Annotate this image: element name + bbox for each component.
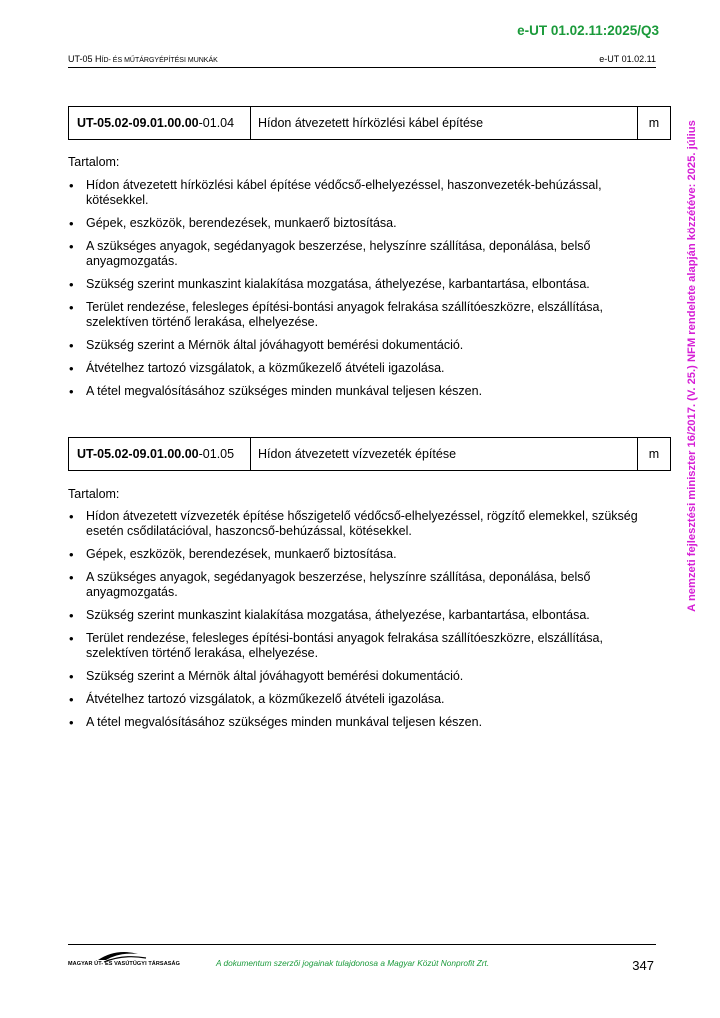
list-item: • Hídon átvezetett vízvezeték építése hőszigetelő védőcső-elhelyezéssel, rögzítő elemekkel, szükség esetén csődilatációval, haszoncső-behúzással, kötésekkel. xyxy=(68,509,648,539)
content-label: Tartalom: xyxy=(68,487,120,501)
running-header xyxy=(68,54,656,68)
list-item: • A szükséges anyagok, segédanyagok beszerzése, helyszínre szállítása, deponálása, belső anyagmozgatás. xyxy=(68,570,648,600)
list-item: • Átvételhez tartozó vizsgálatok, a közműkezelő átvételi igazolása. xyxy=(68,692,648,707)
list-item: • Szükség szerint a Mérnök által jóváhagyott bemérési dokumentáció. xyxy=(68,669,648,684)
header-doc-id: e-UT 01.02.11 xyxy=(599,54,656,64)
content-label: Tartalom: xyxy=(68,155,120,169)
footer-divider xyxy=(68,944,656,945)
item-title: Hídon átvezetett hírközlési kábel építése xyxy=(251,107,638,139)
item-code: UT-05.02-09.01.00.00 -01.04 xyxy=(69,107,251,139)
page-number: 347 xyxy=(632,958,654,973)
list-item: • Terület rendezése, felesleges építési-bontási anyagok felrakása szállítóeszközre, elszállítása, szelektíven történő lerakása, elhelyezése. xyxy=(68,631,648,661)
content-list xyxy=(68,178,648,407)
item-code: UT-05.02-09.01.00.00 -01.05 xyxy=(69,438,251,470)
item-unit: m xyxy=(648,116,660,130)
chapter-title: UT-05 HÍD- ÉS MŰTÁRGYÉPÍTÉSI MUNKÁK xyxy=(68,54,218,64)
item-header-table xyxy=(68,106,671,140)
list-item: • A tétel megvalósításához szükséges minden munkával teljesen készen. xyxy=(68,715,648,730)
content-list xyxy=(68,509,648,738)
list-item: • Terület rendezése, felesleges építési-bontási anyagok felrakása szállítóeszközre, elszállítása, szelektíven történő lerakása, elhelyezése. xyxy=(68,300,648,330)
list-item: • A szükséges anyagok, segédanyagok beszerzése, helyszínre szállítása, deponálása, belső anyagmozgatás. xyxy=(68,239,648,269)
list-item: • Gépek, eszközök, berendezések, munkaerő biztosítása. xyxy=(68,216,648,231)
publication-note: A nemzeti fejlesztési miniszter 16/2017. (V. 25.) NFM rendelete alapján közzétéve: 2025. július xyxy=(686,120,698,612)
list-item: • Szükség szerint munkaszint kialakítása mozgatása, áthelyezése, karbantartása, elbontása. xyxy=(68,277,648,292)
list-item: • Szükség szerint munkaszint kialakítása mozgatása, áthelyezése, karbantartása, elbontása. xyxy=(68,608,648,623)
list-item: • Hídon átvezetett hírközlési kábel építése védőcső-elhelyezéssel, haszonvezeték-behúzással, kötésekkel. xyxy=(68,178,648,208)
document-code: e-UT 01.02.11:2025/Q3 xyxy=(517,23,659,38)
society-name: MAGYAR ÚT- ÉS VASÚTÜGYI TÁRSASÁG xyxy=(68,961,180,967)
list-item: • Szükség szerint a Mérnök által jóváhagyott bemérési dokumentáció. xyxy=(68,338,648,353)
list-item: • A tétel megvalósításához szükséges minden munkával teljesen készen. xyxy=(68,384,648,399)
list-item: • Gépek, eszközök, berendezések, munkaerő biztosítása. xyxy=(68,547,648,562)
copyright-notice: A dokumentum szerzői jogainak tulajdonosa a Magyar Közút Nonprofit Zrt. xyxy=(216,958,490,968)
item-header-table xyxy=(68,437,671,471)
item-title: Hídon átvezetett vízvezeték építése xyxy=(251,438,638,470)
item-unit: m xyxy=(648,447,660,461)
list-item: • Átvételhez tartozó vizsgálatok, a közműkezelő átvételi igazolása. xyxy=(68,361,648,376)
